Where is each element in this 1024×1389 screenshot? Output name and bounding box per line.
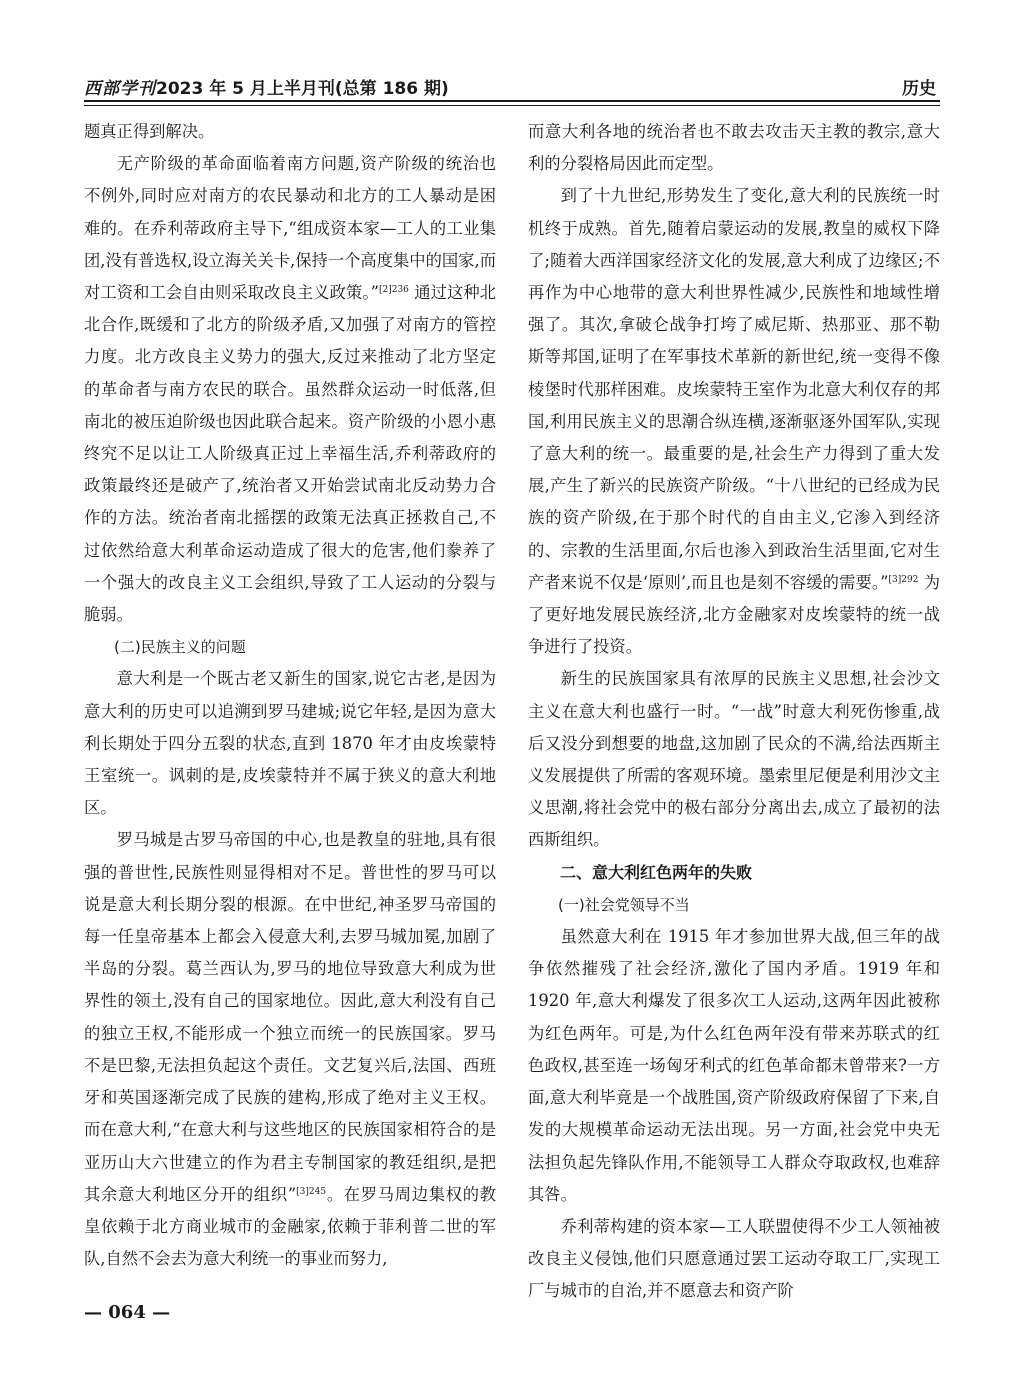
paragraph: 虽然意大利在 1915 年才参加世界大战,但三年的战争依然摧残了社会经济,激化了国内矛盾。1919 年和 1920 年,意大利爆发了很多次工人运动,这两年因此被称为红色两年。可是,为什么红色两年没有带来苏联式的红色政权,甚至连一场匈牙利式的红色革命都未曾带来?一方面,意大利毕竟是一个战胜国,资产阶级政府保留了下来,自发的大规模革命运动无法出现。另一方面,社会党中央无法担负起先锋队作用,不能领导工人群众夺取政权,也难辞其咎。 (528, 927, 940, 1204)
paragraph: 新生的民族国家具有浓厚的民族主义思想,社会沙文主义在意大利也盛行一时。“一战”时意大利死伤惨重,战后又没分到想要的地盘,这加剧了民众的不满,给法西斯主义发展提供了所需的客观环境。墨索里尼便是利用沙文主义思潮,将社会党中的极右部分分离出去,成立了最初的法西斯组织。 (528, 669, 940, 850)
paragraph: 到了十九世纪,形势发生了变化,意大利的民族统一时机终于成熟。首先,随着启蒙运动的发展,教皇的威权下降了;随着大西洋国家经济文化的发展,意大利成了边缘区;不再作为中心地带的意大利世界性减少,民族性和地域性增强了。其次,拿破仑战争打垮了威尼斯、热那亚、那不勒斯等邦国,证明了在军事技术革新的新世纪,统一变得不像棱堡时代那样困难。皮埃蒙特王室作为北意大利仅存的邦国,利用民族主义的思潮合纵连横,逐渐驱逐外国军队,实现了意大利的统一。最重要的是,社会生产力得到了重大发展,产生了新兴的民族资产阶级。“十八世纪的已经成为民族的资产阶级,在于那个时代的自由主义,它渗入到经济的、宗教的生活里面,尔后也渗入到政治生活里面,它对生产者来说不仅是‘原则’,而且也是刻不容缓的需要。”$^{[3]292}$ 为了更好地发展民族经济,北方金融家对皮埃蒙特的统一战争进行了投资。 (528, 186, 940, 657)
paragraph: 而意大利各地的统治者也不敢去攻击天主教的教宗,意大利的分裂格局因此而定型。 (528, 122, 940, 174)
header-rule-thick (84, 100, 940, 102)
running-header (84, 66, 940, 100)
subsection-heading: (一)社会党领导不当 (558, 895, 690, 914)
page-number: — 064 — (84, 1302, 171, 1323)
issue-info: 2023 年 5 月上半月刊(总第 186 期) (156, 79, 449, 99)
section-label: 历史 (902, 79, 936, 99)
journal-logo: 西部学刊 (84, 79, 156, 99)
header-left (84, 74, 449, 99)
section-heading: 二、意大利红色两年的失败 (560, 862, 753, 882)
paragraph: 乔利蒂构建的资本家—工人联盟使得不少工人领袖被改良主义侵蚀,他们只愿意通过罢工运动夺取工厂,实现工厂与城市的自治,并不愿意去和资产阶 (528, 1216, 940, 1301)
subsection-heading: (二)民族主义的问题 (114, 638, 246, 657)
header-rule-thin (84, 105, 940, 106)
left-column (84, 116, 496, 1275)
paragraph: 无产阶级的革命面临着南方问题,资产阶级的统治也不例外,同时应对南方的农民暴动和北方的工人暴动是困难的。在乔利蒂政府主导下,“组成资本家—工人的工业集团,没有普选权,设立海关关卡,保持一个高度集中的国家,而对工资和工会自由则采取改良主义政策。”$^{[2]236}$ 通过这种北北合作,既缓和了北方的阶级矛盾,又加强了对南方的管控力度。北方改良主义势力的强大,反过来推动了北方坚定的革命者与南方农民的联合。虽然群众运动一时低落,但南北的被压迫阶级也因此联合起来。资产阶级的小恩小惠终究不足以让工人阶级真正过上幸福生活,乔利蒂政府的政策最终还是破产了,统治者又开始尝试南北反动势力合作的方法。统治者南北摇摆的政策无法真正拯救自己,不过依然给意大利革命运动造成了很大的危害,他们豢养了一个强大的改良主义工会组织,导致了工人运动的分裂与脆弱。 (84, 154, 496, 625)
right-column (528, 116, 940, 1308)
citation: [3]245 (296, 1186, 327, 1197)
paragraph: 意大利是一个既古老又新生的国家,说它古老,是因为意大利的历史可以追溯到罗马建城;说它年轻,是因为意大利长期处于四分五裂的状态,直到 1870 年才由皮埃蒙特王室统一。讽刺的是,皮埃蒙特并不属于狭义的意大利地区。 (84, 669, 496, 818)
citation: [3]292 (888, 574, 919, 585)
paragraph: 题真正得到解决。 (84, 122, 215, 141)
citation: [2]236 (378, 285, 409, 296)
paragraph: 罗马城是古罗马帝国的中心,也是教皇的驻地,具有很强的普世性,民族性则显得相对不足。普世性的罗马可以说是意大利长期分裂的根源。在中世纪,神圣罗马帝国的每一任皇帝基本上都会入侵意大利,去罗马城加冕,加剧了半岛的分裂。葛兰西认为,罗马的地位导致意大利成为世界性的领土,没有自己的国家地位。因此,意大利没有自己的独立王权,不能形成一个独立而统一的民族国家。罗马不是巴黎,无法担负起这个责任。文艺复兴后,法国、西班牙和英国逐渐完成了民族的建构,形成了绝对主义王权。而在意大利,“在意大利与这些地区的民族国家相符合的是亚历山大六世建立的作为君主专制国家的教廷组织,是把其余意大利地区分开的组织”$^{[3]245}$。在罗马周边集权的教皇依赖于北方商业城市的金融家,依赖于菲利普二世的军队,自然不会去为意大利统一的事业而努力, (84, 830, 496, 1269)
